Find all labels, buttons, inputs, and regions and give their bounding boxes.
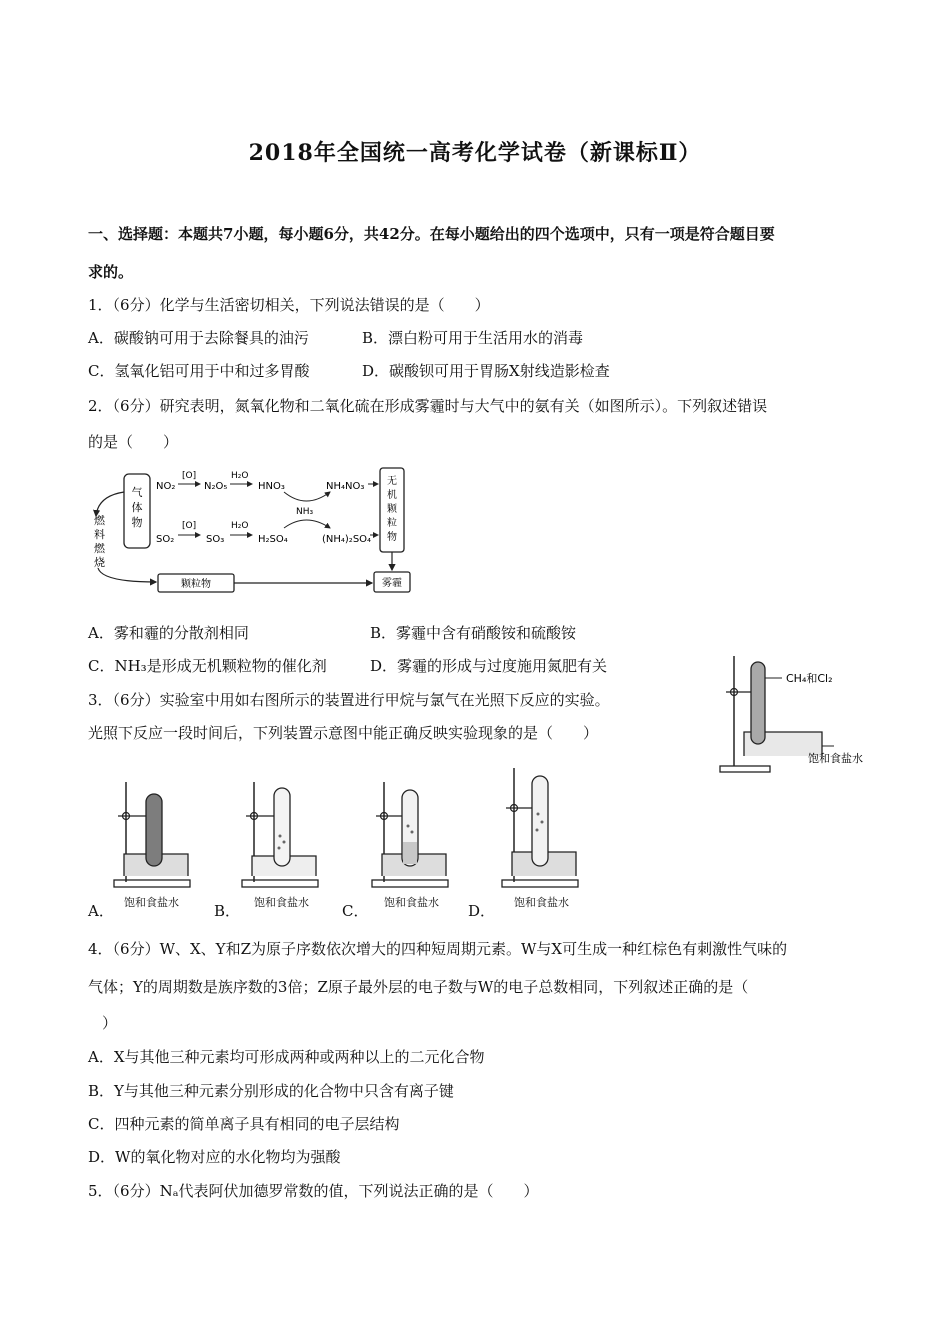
q5-stem: 5．（6分）Nₐ代表阿伏加德罗常数的值，下列说法正确的是（ ）: [88, 1182, 539, 1200]
q2-option-b: B．雾霾中含有硝酸铵和硫酸铵: [370, 624, 577, 642]
svg-text:机: 机: [387, 490, 397, 501]
q4-stem-line2: 气体；Y的周期数是族序数的3倍；Z原子最外层的电子数与W的电子总数相同，下列叙述正确的是（: [88, 978, 749, 996]
q4-option-b: B．Y与其他三种元素分别形成的化合物中只含有离子键: [88, 1082, 454, 1100]
q4-stem-line3: ）: [102, 1014, 118, 1032]
q1-option-a: A．碳酸钠可用于去除餐具的油污: [88, 329, 309, 347]
no2-label: NO₂: [156, 481, 176, 492]
svg-text:粒: 粒: [387, 518, 397, 529]
section-header-line1: 一、选择题：本题共7小题，每小题6分，共42分。在每小题给出的四个选项中，只有一项是符合题目要: [88, 225, 775, 243]
page-title: 2018年全国统一高考化学试卷（新课标Ⅱ）: [248, 140, 702, 166]
svg-text:无: 无: [387, 476, 397, 487]
svg-text:物: 物: [387, 532, 397, 543]
q1-option-c: C．氢氧化铝可用于中和过多胃酸: [88, 362, 310, 380]
option-c-apparatus: [366, 772, 456, 892]
q3-stem-line2: 光照下反应一段时间后，下列装置示意图中能正确反映实验现象的是（ ）: [88, 724, 599, 742]
q3-option-b: B．: [214, 902, 241, 920]
nh4no3-label: NH₄NO₃: [326, 481, 365, 492]
hno3-label: HNO₃: [258, 481, 285, 492]
svg-text:颗粒物: 颗粒物: [181, 579, 211, 590]
q4-stem-line1: 4．（6分）W、X、Y和Z为原子序数依次增大的四种短周期元素。W与X可生成一种红棕色有刺激性气味的: [88, 940, 788, 958]
svg-text:雾霾: 雾霾: [382, 578, 402, 589]
nh42so4-label: (NH₄)₂SO₄: [322, 534, 372, 545]
q3-option-c: C．: [342, 902, 369, 920]
q3-b-brine: 饱和食盐水: [254, 896, 309, 909]
option-b-apparatus: [236, 772, 326, 892]
q2-stem-line2: 的是（ ）: [88, 433, 179, 451]
q1-stem: 1．（6分）化学与生活密切相关，下列说法错误的是（ ）: [88, 296, 490, 314]
so2-label: SO₂: [156, 534, 175, 545]
option-d-apparatus: [496, 764, 586, 892]
q3-option-a: A．: [88, 902, 114, 920]
svg-text:颗: 颗: [387, 504, 397, 515]
brine-label: 饱和食盐水: [808, 752, 863, 765]
haze-formation-diagram: [86, 462, 426, 598]
section-header-line2: 求的。: [88, 263, 134, 281]
n2o5-label: N₂O₅: [204, 481, 228, 492]
q2-option-c: C．NH₃是形成无机颗粒物的催化剂: [88, 657, 327, 675]
gas-label-3: 物: [131, 516, 143, 529]
q2-stem-line1: 2．（6分）研究表明，氮氧化物和二氧化硫在形成雾霾时与大气中的氨有关（如图所示）。下列叙述错误: [88, 397, 768, 415]
svg-text:[O]: [O]: [182, 471, 197, 481]
fuel-label-1: 燃: [94, 514, 105, 527]
fuel-label-2: 料: [94, 528, 105, 541]
q4-option-d: D．W的氧化物对应的水化物均为强酸: [88, 1148, 341, 1166]
svg-text:[O]: [O]: [182, 521, 197, 531]
reference-apparatus-figure: [712, 648, 872, 778]
option-a-apparatus: [108, 772, 198, 892]
q4-option-a: A．X与其他三种元素均可形成两种或两种以上的二元化合物: [88, 1048, 485, 1066]
svg-text:H₂O: H₂O: [231, 471, 249, 481]
svg-text:NH₃: NH₃: [296, 507, 314, 517]
gas-label-2: 体: [131, 501, 143, 514]
fuel-label-4: 烧: [94, 556, 105, 569]
q3-stem-line1: 3．（6分）实验室中用如右图所示的装置进行甲烷与氯气在光照下反应的实验。: [88, 691, 610, 709]
q1-option-d: D．碳酸钡可用于胃肠X射线造影检查: [362, 362, 610, 380]
h2so4-label: H₂SO₄: [258, 534, 288, 545]
q3-d-brine: 饱和食盐水: [514, 896, 569, 909]
gas-label-1: 气: [131, 486, 143, 499]
so3-label: SO₃: [206, 534, 225, 545]
q1-option-b: B．漂白粉可用于生活用水的消毒: [362, 329, 584, 347]
q3-option-d: D．: [468, 902, 496, 920]
q3-a-brine: 饱和食盐水: [124, 896, 179, 909]
fuel-label-3: 燃: [94, 542, 105, 555]
q4-option-c: C．四种元素的简单离子具有相同的电子层结构: [88, 1115, 400, 1133]
svg-text:H₂O: H₂O: [231, 521, 249, 531]
ch4-label: CH₄和Cl₂: [786, 672, 833, 685]
q3-c-brine: 饱和食盐水: [384, 896, 439, 909]
q2-option-d: D．雾霾的形成与过度施用氮肥有关: [370, 657, 608, 675]
q2-option-a: A．雾和霾的分散剂相同: [88, 624, 249, 642]
